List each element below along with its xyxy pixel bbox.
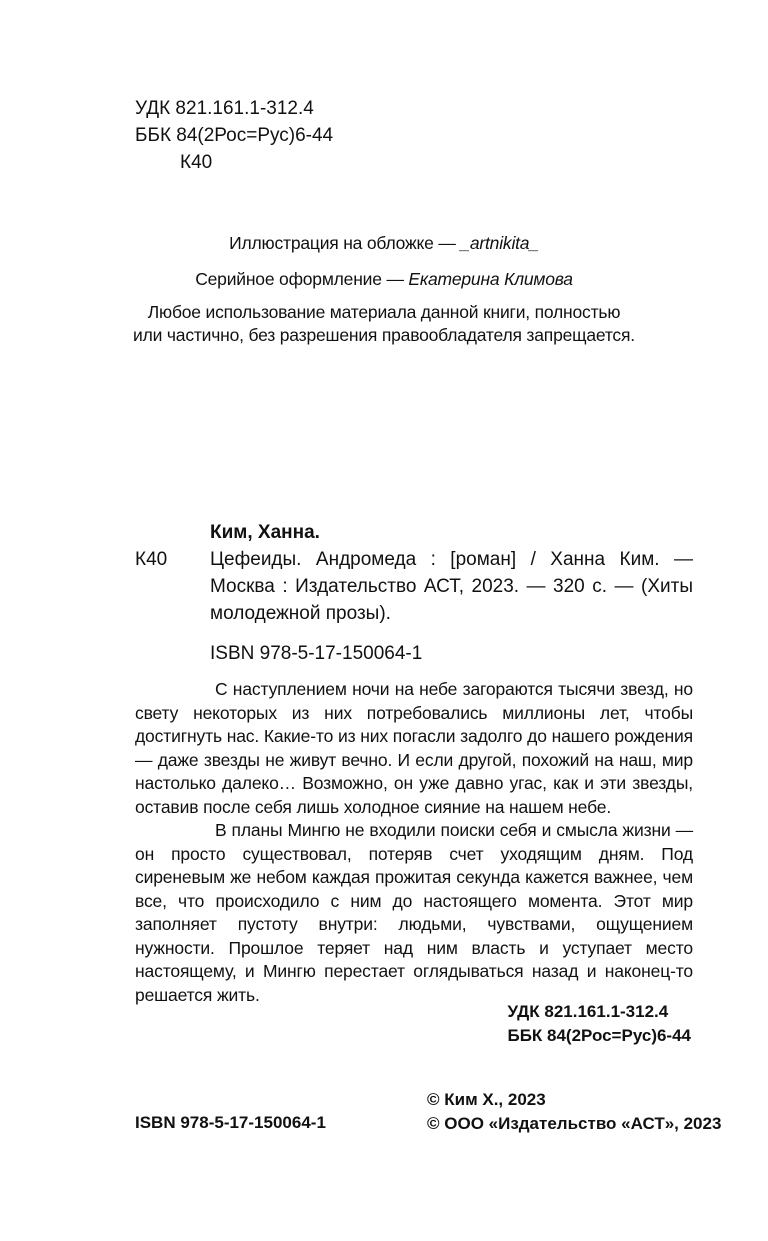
rights-line-1: Любое использование материала данной книги, полностью <box>147 302 621 322</box>
bbk-code-bottom: ББК 84(2Рос=Рус)6-44 <box>507 1026 691 1045</box>
illustration-credit <box>0 232 768 255</box>
udk-code: УДК 821.161.1-312.4 <box>135 98 314 119</box>
udk-code-bottom: УДК 821.161.1-312.4 <box>507 1002 669 1021</box>
copyright-publisher: © ООО «Издательство «АСТ», 2023 <box>427 1114 722 1133</box>
bibliographic-record <box>135 520 693 1007</box>
annotation <box>135 678 693 1007</box>
illustration-name: _artnikita_ <box>460 233 539 253</box>
copyright-block <box>427 1088 721 1136</box>
illustration-label: Иллюстрация на обложке — <box>229 233 461 253</box>
annotation-paragraph-1: С наступлением ночи на небе загораются тысячи звезд, но свету некоторых из них потребовались миллионы лет, чтобы достигнуть нас. Какие-то из них погасли задолго до нашего рождения — даже звезды не живут вечно. И если другой, похожий на наш, мир настолько далеко… Возможно, он уже давно угас, как и эти звезды, оставив после себя лишь холодное сияние на нашем небе. <box>135 679 693 817</box>
annotation-paragraph-2: В планы Мингю не входили поиски себя и смысла жизни — он просто существовал, потеряв счет уходящим дням. Под сиреневым же небом каждая прожитая секунда кажется важнее, чем все, что происходило с ним до настоящего момента. Этот мир заполняет пустоту внутри: людьми, чувствами, ощущением нужности. Прошлое теряет над ним власть и уступает место настоящему, и Мингю перестает оглядываться назад и наконец-то решается жить. <box>135 820 693 1005</box>
record-author: Ким, Ханна. <box>210 522 320 543</box>
record-entry <box>135 546 693 627</box>
classification-codes-top <box>135 95 333 176</box>
design-label: Серийное оформление — <box>195 269 409 289</box>
bbk-code: ББК 84(2Рос=Рус)6-44 <box>135 125 334 146</box>
rights-notice <box>0 301 768 347</box>
design-name: Екатерина Климова <box>408 269 573 289</box>
copyright-author: © Ким Х., 2023 <box>427 1090 546 1109</box>
record-entry-text: Цефеиды. Андромеда : [роман] / Ханна Ким. — Москва : Издательство АСТ, 2023. — 320 с. — (Хиты молодежной прозы). <box>210 549 693 624</box>
isbn-footer: ISBN 978-5-17-150064-1 <box>135 1113 326 1132</box>
author-mark: К40 <box>180 152 213 173</box>
record-isbn: ISBN 978-5-17-150064-1 <box>210 643 423 664</box>
classification-codes-bottom <box>507 1000 691 1048</box>
rights-line-2: или частично, без разрешения правообладателя запрещается. <box>133 325 635 345</box>
record-mark: К40 <box>135 549 168 570</box>
design-credit <box>0 268 768 291</box>
